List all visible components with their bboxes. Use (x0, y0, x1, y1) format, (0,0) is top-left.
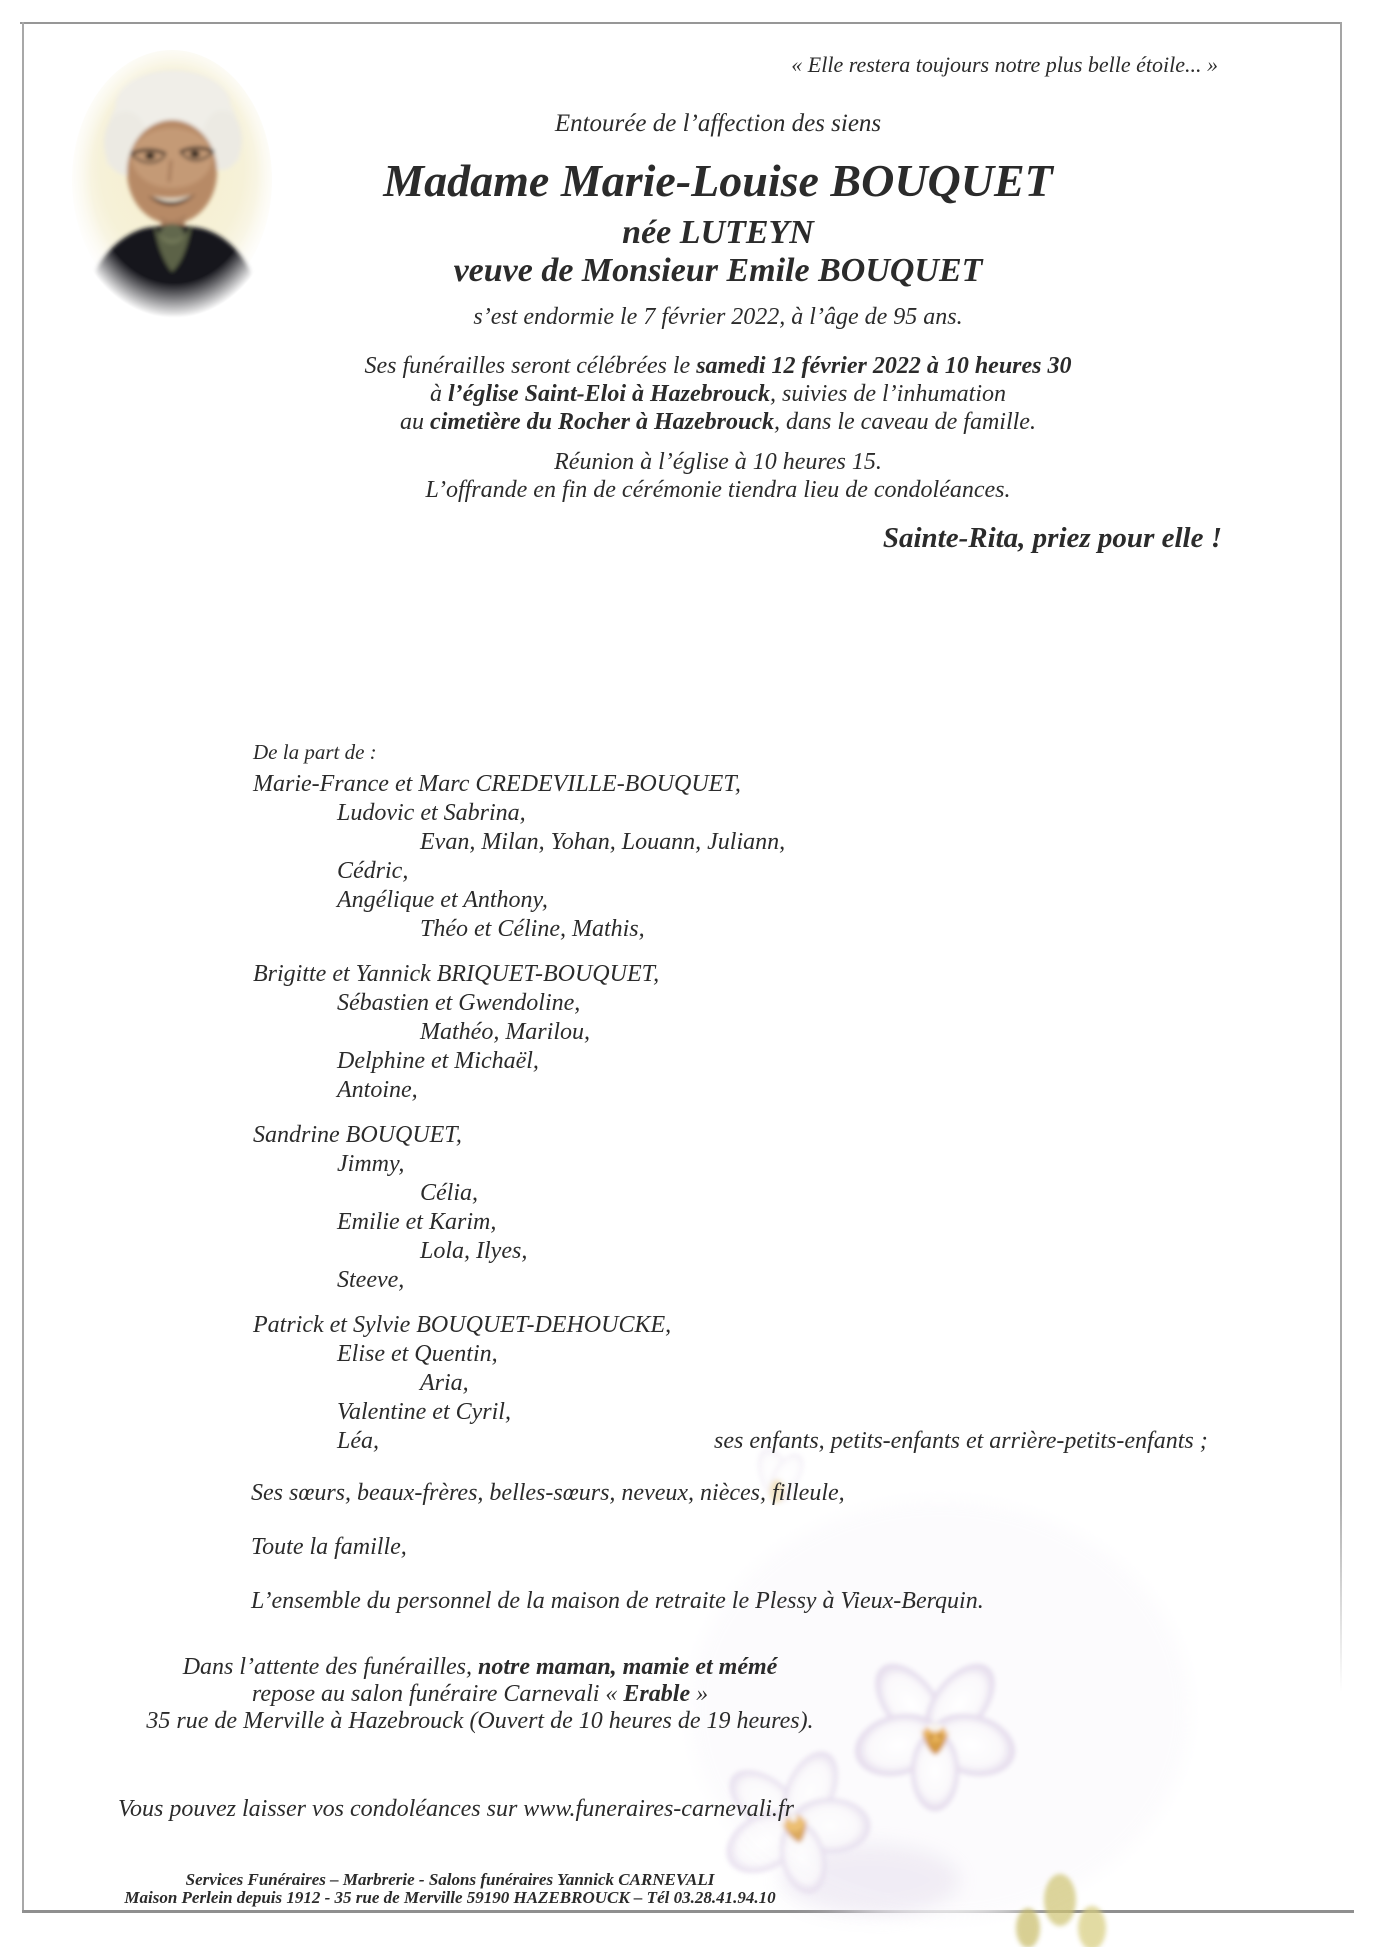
funeral-line-2 (60, 380, 1376, 408)
name-details (60, 214, 1376, 290)
family-member-line: Aria, (420, 1370, 469, 1396)
family-member-line: Théo et Céline, Mathis, (420, 916, 645, 942)
family-member-line (253, 1427, 1253, 1456)
funeral-date: samedi 12 février 2022 à 10 heures 30 (696, 353, 1072, 379)
repository-notice (60, 1654, 900, 1735)
family-list (253, 770, 1253, 1472)
family-member-line: Evan, Milan, Yohan, Louann, Juliann, (420, 829, 786, 855)
meeting-line: Réunion à l’église à 10 heures 15. (554, 449, 882, 475)
staff-line: L’ensemble du personnel de la maison de retraite le Plessy à Vieux-Berquin. (251, 1588, 984, 1614)
repository-line-1 (60, 1654, 900, 1681)
deceased-name: Madame Marie-Louise BOUQUET (383, 155, 1053, 206)
funeral-line-3 (60, 408, 1376, 436)
funeral-line-1 (60, 352, 1376, 380)
family-member-line: Angélique et Anthony, (337, 887, 548, 913)
family-member-line: Jimmy, (337, 1151, 405, 1177)
repository-line-1-plain: Dans l’attente des funérailles, (182, 1654, 478, 1680)
card-border-left (22, 22, 24, 1912)
family-group-3 (253, 1121, 1253, 1295)
condolences-line: Vous pouvez laisser vos condoléances sur www.funeraires-carnevali.fr (118, 1796, 794, 1822)
children-note: ses enfants, petits-enfants et arrière-petits-enfants ; (714, 1428, 1208, 1454)
repository-line-3: 35 rue de Merville à Hazebrouck (Ouvert de 10 heures de 19 heures). (146, 1708, 814, 1734)
widow-line: veuve de Monsieur Emile BOUQUET (453, 252, 983, 289)
repository-line-1-bold: notre maman, mamie et mémé (477, 1654, 778, 1680)
funeral-church: l’église Saint-Eloi à Hazebrouck (448, 381, 771, 407)
intro-line: Entourée de l’affection des siens (554, 110, 882, 137)
funeral-cemetery: cimetière du Rocher à Hazebrouck (430, 409, 775, 435)
funeral-line-2-pre: à (430, 381, 448, 407)
relatives-line: Ses sœurs, beaux-frères, belles-sœurs, neveux, nièces, filleule, (251, 1480, 845, 1506)
family-member-line: Ludovic et Sabrina, (337, 800, 526, 826)
family-member-line: Cédric, (337, 858, 409, 884)
card-border-top (20, 22, 1342, 24)
family-member-line: Antoine, (337, 1077, 418, 1103)
prayer-line: Sainte-Rita, priez pour elle ! (882, 522, 1222, 554)
whole-family-line: Toute la famille, (251, 1534, 407, 1560)
family-member-line: Mathéo, Marilou, (420, 1019, 590, 1045)
memorial-quote: « Elle restera toujours notre plus belle étoile... » (791, 52, 1218, 77)
family-member-line: Brigitte et Yannick BRIQUET-BOUQUET, (253, 961, 660, 987)
footer-line-1: Services Funéraires – Marbrerie - Salons funéraires Yannick CARNEVALI (185, 1870, 715, 1889)
funeral-home-room: Erable (623, 1681, 691, 1707)
family-member-line: Elise et Quentin, (337, 1341, 498, 1367)
family-intro: De la part de : (253, 740, 377, 764)
funeral-line-1-plain: Ses funérailles seront célébrées le (364, 353, 697, 379)
family-member-line: Marie-France et Marc CREDEVILLE-BOUQUET, (253, 771, 741, 797)
offering-line: L’offrande en fin de cérémonie tiendra lieu de condoléances. (425, 477, 1011, 503)
family-member-line: Emilie et Karim, (337, 1209, 497, 1235)
repository-line-2-post: » (690, 1681, 709, 1707)
family-group-1 (253, 770, 1253, 944)
ceremony-details (60, 448, 1376, 504)
repository-line-2-pre: repose au salon funéraire Carnevali « (251, 1681, 624, 1707)
family-member-line: Delphine et Michaël, (337, 1048, 539, 1074)
family-member-line: Patrick et Sylvie BOUQUET-DEHOUCKE, (253, 1312, 672, 1338)
funeral-home-footer (60, 1871, 840, 1906)
family-member-name: Léa, (337, 1428, 379, 1454)
family-member-line: Steeve, (337, 1267, 405, 1293)
funeral-line-2-post: , suivies de l’inhumation (770, 381, 1006, 407)
family-member-line: Sandrine BOUQUET, (253, 1122, 462, 1148)
family-member-line: Sébastien et Gwendoline, (337, 990, 581, 1016)
family-group-4 (253, 1311, 1253, 1456)
repository-line-2 (60, 1681, 900, 1708)
family-group-2 (253, 960, 1253, 1105)
funeral-details (60, 352, 1376, 436)
death-notice: s’est endormie le 7 février 2022, à l’âge de 95 ans. (473, 304, 963, 330)
funeral-line-3-pre: au (400, 409, 431, 435)
funeral-line-3-post: , dans le caveau de famille. (774, 409, 1036, 435)
family-member-line: Lola, Ilyes, (420, 1238, 528, 1264)
family-member-line: Valentine et Cyril, (337, 1399, 511, 1425)
footer-line-2: Maison Perlein depuis 1912 - 35 rue de Merville 59190 HAZEBROUCK – Tél 03.28.41.94.10 (124, 1887, 776, 1907)
maiden-name: née LUTEYN (622, 214, 814, 251)
family-member-line: Célia, (420, 1180, 478, 1206)
